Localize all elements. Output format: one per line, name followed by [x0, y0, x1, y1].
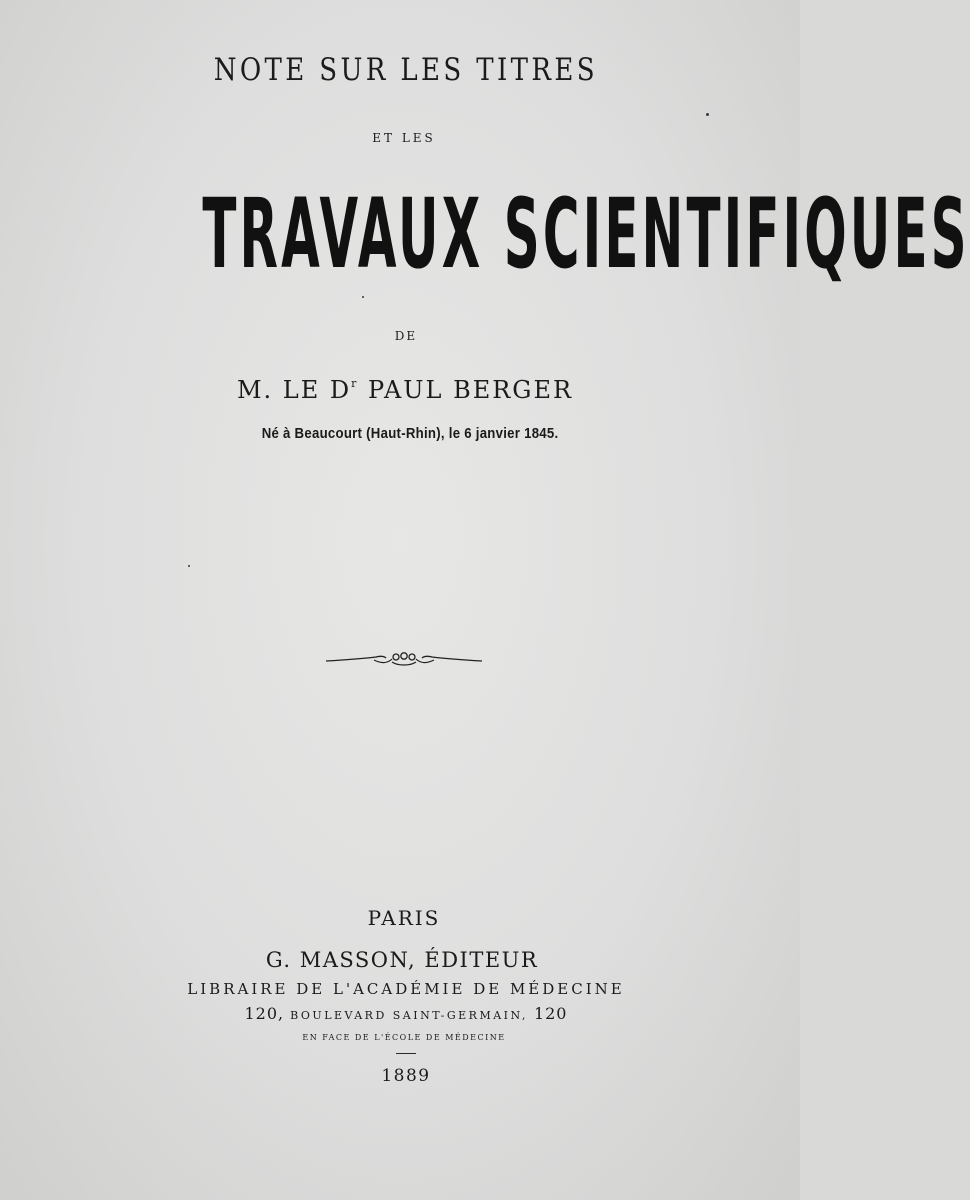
address-number-right: 120	[533, 1004, 568, 1023]
author-name: PAUL BERGER	[358, 376, 574, 404]
paper-speck	[706, 113, 709, 116]
author-line	[5, 376, 805, 404]
imprint-year: 1889	[381, 1066, 431, 1086]
imprint-publisher: G. MASSON, ÉDITEUR	[265, 948, 539, 972]
author-superscript: r	[351, 377, 359, 390]
imprint-city: PARIS	[367, 906, 441, 930]
decorative-rule-icon	[324, 648, 484, 672]
imprint-opposite: EN FACE DE L'ÉCOLE DE MÉDECINE	[302, 1033, 506, 1042]
imprint-address	[6, 1004, 806, 1023]
paper-speck	[362, 296, 364, 298]
address-street: BOULEVARD SAINT-GERMAIN,	[284, 1009, 534, 1022]
paper-speck	[188, 565, 190, 567]
address-number-left: 120,	[244, 1004, 285, 1023]
de-label: DE	[394, 329, 418, 343]
title-line-1: NOTE SUR LES TITRES	[213, 52, 598, 88]
imprint-library: LIBRAIRE DE L'ACADÉMIE DE MÉDECINE	[187, 980, 625, 998]
title-line-2: ET LES	[372, 131, 436, 145]
short-rule	[396, 1053, 416, 1054]
main-title: TRAVAUX SCIENTIFIQUES	[202, 178, 970, 290]
author-prefix: M. LE D	[236, 376, 352, 404]
birth-note: Né à Beaucourt (Haut-Rhin), le 6 janvier 1845.	[261, 425, 559, 442]
